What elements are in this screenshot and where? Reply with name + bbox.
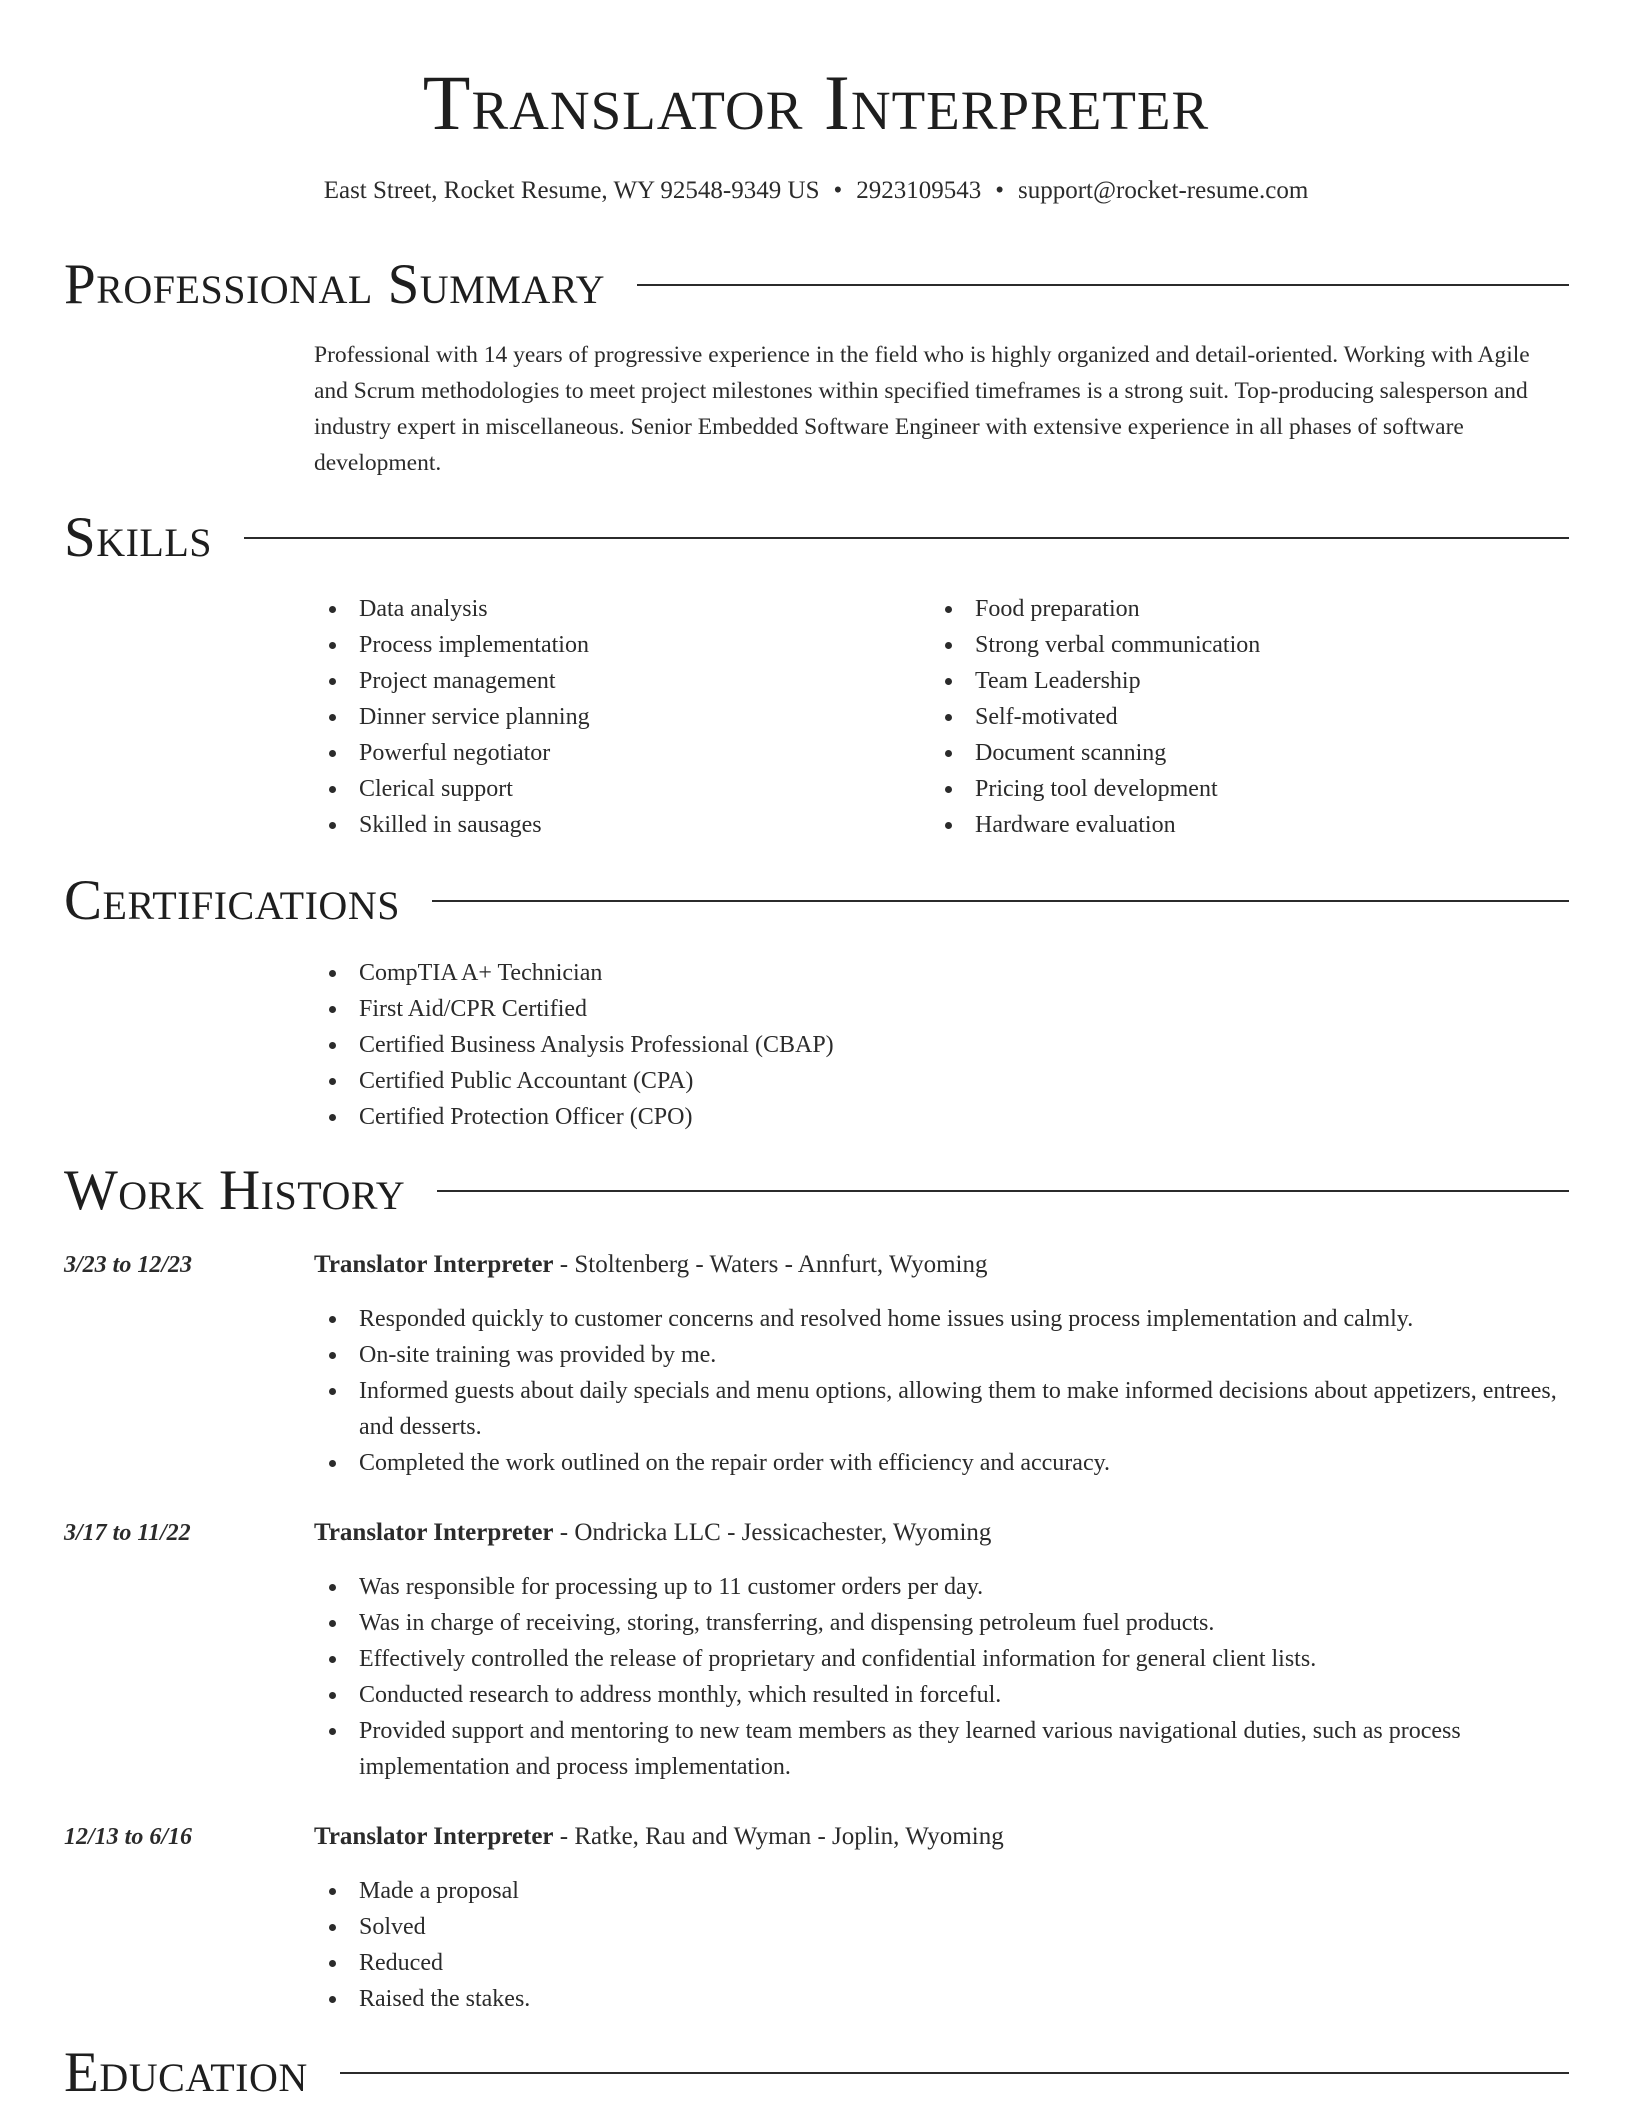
section-divider <box>437 1190 1569 1192</box>
skill-item: Strong verbal communication <box>930 627 1550 663</box>
certification-item: Certified Business Analysis Professional (CBAP) <box>314 1027 1514 1063</box>
skill-item: Process implementation <box>314 627 914 663</box>
skills-list-left <box>314 591 914 843</box>
job-duty: Conducted research to address monthly, which resulted in forceful. <box>314 1677 1569 1713</box>
section-divider <box>244 537 1569 539</box>
skill-item: Skilled in sausages <box>314 807 914 843</box>
job-duty: Completed the work outlined on the repair order with efficiency and accuracy. <box>314 1445 1569 1481</box>
job-title-line <box>314 1819 1564 1855</box>
section-header-skills <box>64 505 1569 571</box>
job-duty: Was responsible for processing up to 11 customer orders per day. <box>314 1569 1569 1605</box>
job-duty: Effectively controlled the release of proprietary and confidential information for general client lists. <box>314 1641 1569 1677</box>
certification-item: CompTIA A+ Technician <box>314 955 1514 991</box>
skill-item: Self-motivated <box>930 699 1550 735</box>
job-title-line <box>314 1515 1564 1551</box>
skill-item: Document scanning <box>930 735 1550 771</box>
skill-item: Hardware evaluation <box>930 807 1550 843</box>
section-header-work-history <box>64 1158 1569 1224</box>
section-divider <box>432 900 1569 902</box>
job-employer: - Stoltenberg - Waters - Annfurt, Wyoming <box>553 1251 988 1278</box>
section-header-summary <box>64 252 1569 318</box>
skill-item: Pricing tool development <box>930 771 1550 807</box>
job-duty: On-site training was provided by me. <box>314 1337 1569 1373</box>
certifications-list <box>314 955 1514 1135</box>
job-duty: Made a proposal <box>314 1873 1569 1909</box>
job-duty: Informed guests about daily specials and menu options, allowing them to make informed decisions about appetizers, entrees, and desserts. <box>314 1373 1569 1445</box>
job-employer: - Ondricka LLC - Jessicachester, Wyoming <box>553 1519 992 1546</box>
section-title-certifications: Certifications <box>64 869 400 932</box>
job-duties-list <box>314 1569 1569 1785</box>
section-header-education <box>64 2040 1569 2106</box>
job-duty: Responded quickly to customer concerns and resolved home issues using process implementation and calmly. <box>314 1301 1569 1337</box>
job-employer: - Ratke, Rau and Wyman - Joplin, Wyoming <box>553 1823 1004 1850</box>
section-title-work-history: Work History <box>64 1159 406 1222</box>
skill-item: Powerful negotiator <box>314 735 914 771</box>
job-dates: 12/13 to 6/16 <box>64 1824 193 1850</box>
skills-list-right <box>930 591 1550 843</box>
section-divider <box>637 284 1569 286</box>
job-title-line <box>314 1247 1564 1283</box>
job-duty: Solved <box>314 1909 1569 1945</box>
certification-item: First Aid/CPR Certified <box>314 991 1514 1027</box>
job-title: Translator Interpreter <box>314 1823 554 1850</box>
section-divider <box>340 2072 1569 2074</box>
contact-separator: • <box>995 177 1004 204</box>
section-header-certifications <box>64 868 1569 934</box>
contact-email: support@rocket-resume.com <box>1018 177 1309 204</box>
job-duty: Reduced <box>314 1945 1569 1981</box>
contact-phone: 2923109543 <box>856 177 982 204</box>
job-duties-list <box>314 1873 1569 2017</box>
skill-item: Project management <box>314 663 914 699</box>
skill-item: Food preparation <box>930 591 1550 627</box>
contact-address: East Street, Rocket Resume, WY 92548-9349 US <box>323 177 820 204</box>
job-dates: 3/23 to 12/23 <box>64 1252 193 1278</box>
job-duty: Raised the stakes. <box>314 1981 1569 2017</box>
skill-item: Dinner service planning <box>314 699 914 735</box>
contact-separator: • <box>833 177 843 204</box>
skill-item: Clerical support <box>314 771 914 807</box>
job-duty: Was in charge of receiving, storing, transferring, and dispensing petroleum fuel products. <box>314 1605 1569 1641</box>
job-duties-list <box>314 1301 1569 1481</box>
summary-text: Professional with 14 years of progressive experience in the field who is highly organized and detail-oriented. Working with Agile and Scrum methodologies to meet project milestones within specified timeframes is a strong suit. Top-producing salesperson and industry expert in miscellaneous. Senior Embedded Software Engineer with extensive experience in all phases of software development. <box>314 342 1530 476</box>
skill-item: Team Leadership <box>930 663 1550 699</box>
job-title: Translator Interpreter <box>314 1519 554 1546</box>
job-duty: Provided support and mentoring to new team members as they learned various navigational duties, such as process implementation and process implementation. <box>314 1713 1569 1785</box>
certification-item: Certified Public Accountant (CPA) <box>314 1063 1514 1099</box>
job-dates: 3/17 to 11/22 <box>64 1520 191 1546</box>
candidate-name: Translator Interpreter <box>422 59 1210 146</box>
contact-line <box>0 174 1632 208</box>
section-title-skills: Skills <box>64 506 213 569</box>
skill-item: Data analysis <box>314 591 914 627</box>
job-title: Translator Interpreter <box>314 1251 554 1278</box>
section-title-education: Education <box>64 2041 308 2104</box>
section-title-summary: Professional Summary <box>64 253 606 316</box>
certification-item: Certified Protection Officer (CPO) <box>314 1099 1514 1135</box>
